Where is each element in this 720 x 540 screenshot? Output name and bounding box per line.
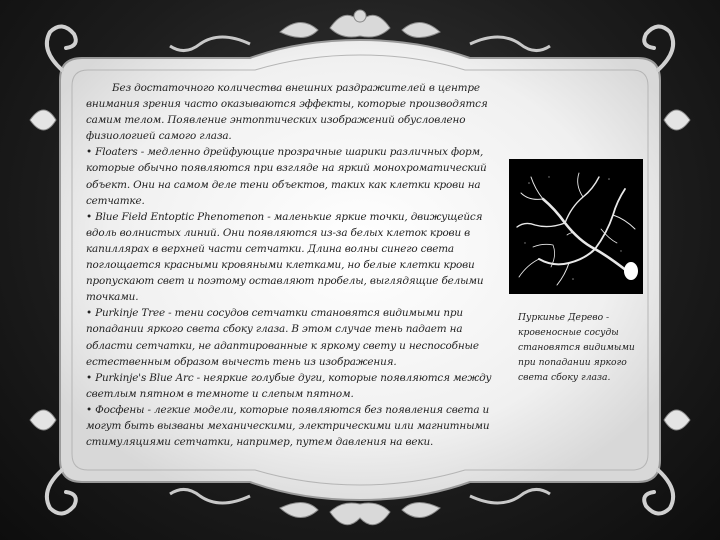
bullet-purkinje-tree: • Purkinje Tree - тени сосудов сетчатки становятся видимыми при попадании яркого света сбоку глаза. В этом случае тень падает на области сетчатки, не адаптированные к яркому свету и неспособные естественным образом вычесть тень из изображения. — [86, 307, 479, 368]
bullet-blue-arc: • Purkinje's Blue Arc - неяркие голубые дуги, которые появляются между светлым пятном в темноте и слепым пятном. — [86, 371, 492, 400]
main-text — [86, 80, 504, 450]
intro-paragraph: Без достаточного количества внешних раздражителей в центре внимания зрения часто оказываются эффекты, которые производятся самим телом. Появление энтоптических изображений обусловлено физиологией самого глаза. — [86, 82, 488, 143]
purkinje-tree-image — [509, 159, 643, 294]
image-caption: Пуркинье Дерево - кровеносные сосуды становятся видимыми при попадании яркого света сбоку глаза. — [518, 312, 635, 383]
bullet-phosphenes: • Фосфены - легкие модели, которые появляются без появления света и могут быть вызваны механическими, электрическими или магнитными стимуляциями сетчатки, например, путем давления на веки. — [86, 403, 490, 449]
retinal-vessels-picture — [509, 159, 643, 294]
bullet-floaters: • Floaters - медленно дрейфующие прозрачные шарики различных форм, которые обычно появляются при взгляде на яркий монохроматический объект. Они на самом деле тени объектов, таких как клетки крови на сетчатке. — [86, 146, 487, 207]
bullet-blue-field: • Blue Field Entoptic Phenomenon - маленькие яркие точки, движущейся вдоль волнистых линий. Они появляются из-за белых клеток крови в капиллярах в верхней части сетчатки. Длина волны синего света поглощается красными кровяными клетками, но белые клетки крови пропускают свет и поэтому оставляют пробелы, выглядящие белыми точками. — [86, 210, 484, 304]
